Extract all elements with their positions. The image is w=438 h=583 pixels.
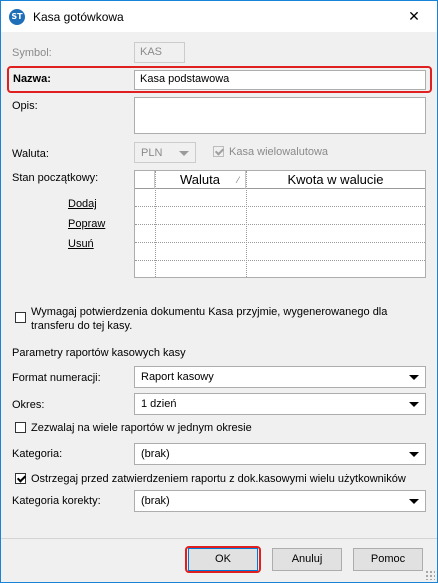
grid-row <box>135 206 425 207</box>
kasa-wielowalutowa-label: Kasa wielowalutowa <box>229 146 329 158</box>
kasa-wielowalutowa-checkbox <box>213 146 224 157</box>
opis-label: Opis: <box>12 100 38 112</box>
title-bar <box>1 1 437 32</box>
nazwa-label: Nazwa: <box>13 73 51 85</box>
chevron-down-icon <box>179 151 189 156</box>
usun-link[interactable]: Usuń <box>68 238 94 250</box>
wymagaj-label-line1: Wymagaj potwierdzenia dokumentu Kasa przyjmie, wygenerowanego dla <box>31 306 388 318</box>
kategoria-value: (brak) <box>141 448 170 460</box>
resize-grip-icon[interactable] <box>425 570 435 580</box>
close-icon[interactable]: ✕ <box>408 8 420 24</box>
stan-poczatkowy-grid[interactable] <box>134 170 426 278</box>
chevron-down-icon <box>409 452 419 457</box>
okres-select[interactable] <box>134 393 426 415</box>
ostrzegaj-checkbox[interactable] <box>15 473 26 484</box>
ostrzegaj-label: Ostrzegaj przed zatwierdzeniem raportu z dok.kasowymi wielu użytkowników <box>31 473 406 485</box>
zezwalaj-checkbox[interactable] <box>15 422 26 433</box>
wymagaj-checkbox[interactable] <box>15 312 26 323</box>
format-numeracji-label: Format numeracji: <box>12 372 101 384</box>
waluta-label: Waluta: <box>12 148 49 160</box>
stan-poczatkowy-label: Stan początkowy: <box>12 172 99 184</box>
kategoria-korekty-label: Kategoria korekty: <box>12 495 101 507</box>
pomoc-button[interactable]: Pomoc <box>353 548 423 571</box>
grid-row-header <box>135 171 155 189</box>
button-bar-separator <box>1 538 437 539</box>
kategoria-korekty-value: (brak) <box>141 495 170 507</box>
kategoria-korekty-select[interactable] <box>134 490 426 512</box>
symbol-label: Symbol: <box>12 47 52 59</box>
waluta-select <box>134 142 196 163</box>
chevron-down-icon <box>409 402 419 407</box>
format-numeracji-select[interactable] <box>134 366 426 388</box>
section-title: Parametry raportów kasowych kasy <box>12 347 186 359</box>
grid-column-waluta[interactable] <box>155 171 246 189</box>
nazwa-field[interactable]: Kasa podstawowa <box>134 70 426 90</box>
chevron-down-icon <box>409 499 419 504</box>
okres-label: Okres: <box>12 399 45 411</box>
zezwalaj-label: Zezwalaj na wiele raportów w jednym okresie <box>31 422 252 434</box>
kategoria-select[interactable] <box>134 443 426 465</box>
anuluj-button[interactable]: Anuluj <box>272 548 342 571</box>
popraw-link[interactable]: Popraw <box>68 218 106 230</box>
kategoria-label: Kategoria: <box>12 448 63 460</box>
app-logo-icon: ST <box>9 9 25 25</box>
grid-column-kwota[interactable]: Kwota w walucie <box>246 171 425 189</box>
dodaj-link[interactable]: Dodaj <box>68 198 97 210</box>
opis-field[interactable] <box>134 97 426 134</box>
grid-column-waluta-label: Waluta <box>180 172 220 187</box>
waluta-value: PLN <box>141 147 163 159</box>
grid-row <box>135 260 425 261</box>
grid-row <box>135 224 425 225</box>
format-numeracji-value: Raport kasowy <box>141 371 214 383</box>
wymagaj-label-line2: transferu do tej kasy. <box>31 320 133 332</box>
symbol-field: KAS <box>134 42 185 63</box>
okres-value: 1 dzień <box>141 398 177 410</box>
ok-button[interactable]: OK <box>188 548 258 571</box>
sort-icon: ⁄ <box>237 175 239 185</box>
chevron-down-icon <box>409 375 419 380</box>
window-title: Kasa gotówkowa <box>33 10 124 24</box>
grid-row <box>135 242 425 243</box>
